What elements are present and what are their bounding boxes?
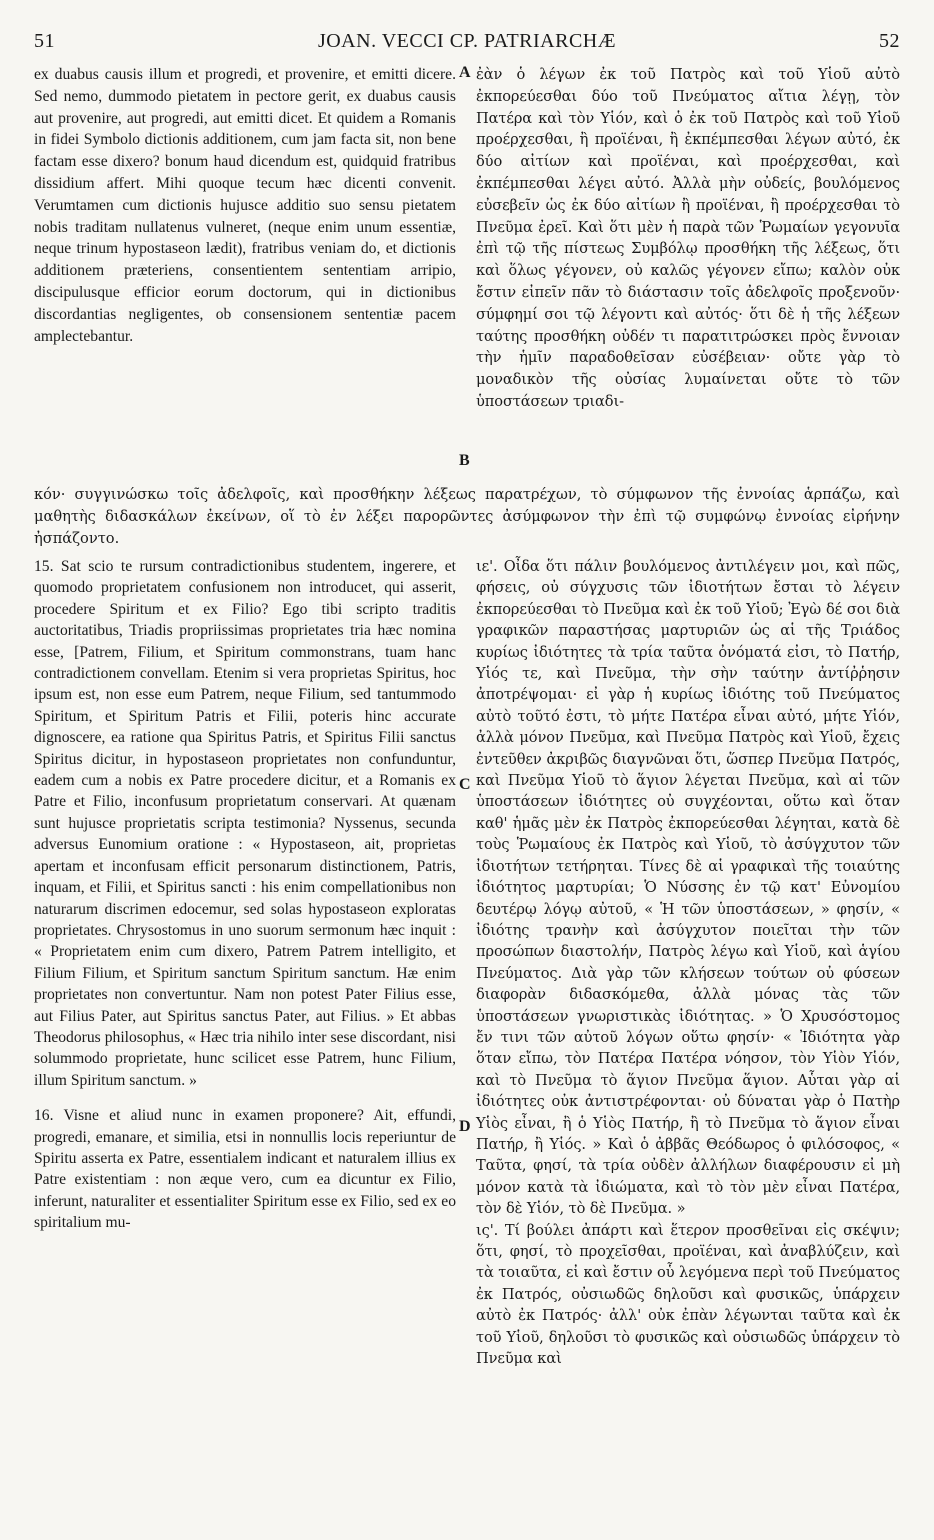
latin-column-bottom xyxy=(34,556,456,1234)
latin-paragraph-15: 15. Sat scio te rursum contradictionibus studentem, ingerere, et quomodo proprietatem confusionem non introducet, qui asserit, procedere Spiritum et ex Filio? Ego tibi scripto traditis auctoritatibus, Triadis propriissimas proprietates tria hæc nomina esse, [Patrem, Filium, et Spiritum commonstrans, tuam hanc contradictionem convellam. Etenim si vera proprietas Spiritus, hoc ipsum est, non esse eum Patrem, neque Filium, sed tantummodo Spiritum, et Spiritum Patris et Filii, poteris hinc accurate dignoscere, ea ratione qua Spiritus Patris, et Spiritus Filii sanctus Spiritus dicitur, in hypostaseon proprietates non confunduntur, eadem cum a nobis ex Patre procedere dicitur, et a Romanis ex Patre et Filio, inconfusum proprietatum conservari. At quænam sunt hujusce proprietatis scripta testimonia? Nyssenus, secunda adversus Eunomium oratione : « Hypostaseon, ait, proprietas apertam et inconfusam efficit personarum distinctionem, Patris, inquam, et Filii, et Spiritus sancti : his enim compellationibus non naturarum discrimen edocemur, sed solas hypostaseon exploratas proprietates. Chrysostomus in uno suorum sermonum hæc inquit : « Proprietatem enim cum dixero, Patrem Patrem intelligito, et Filium Filium, et Spiritum sanctum Spiritum sanctum. Hæ enim proprietates non convertuntur. Nam non potest Pater Filius esse, aut Filius Pater, aut Spiritus sanctus Pater, aut Filius. » Et abbas Theodorus philosophus, « Hæc tria nihilo inter sese discordant, nisi solummodo proprietate, hunc scilicet esse Patrem, hunc Filium, illum Spiritum sanctum. » xyxy=(34,558,456,1089)
latin-column-top xyxy=(34,64,456,347)
greek-column-bottom xyxy=(476,556,900,1369)
margin-marker-b: B xyxy=(459,452,470,469)
greek-paragraph-16: ις'. Τί βούλει ἀπάρτι καὶ ἕτερον προσθεῖναι εἰς σκέψιν; ὅτι, φησί, τὸ προχεῖσθαι, προϊέναι, καὶ ἀναβλύζειν, καὶ τὰ τοιαῦτα, εἰ καὶ ἔστιν οὗ λεγόμενα περὶ τοῦ Πνεύματος ἐκ Πατρός, οὐσιωδῶς δηλοῦσι καὶ φυσικῶς, ὑπάρχειν αὐτὸ ἐκ Πατρός· ἀλλ' οὐκ ἐπὰν λέγωνται ταῦτα καὶ ἐκ τοῦ Υἱοῦ, δηλοῦσι τὸ φυσικῶς καὶ οὐσιωδῶς ὑπάρχειν τὸ Πνεῦμα καὶ xyxy=(476,1221,900,1368)
greek-spanning-lines: κόν· συγγινώσκω τοῖς ἀδελφοῖς, καὶ προσθήκην λέξεως παρατρέχων, τὸ σύμφωνον τῆς ἐννοίας ἁρπάζω, καὶ μαθητὴς διδασκάλων ἐκείνων, οἵ τὸ ἐν λέξει παρορῶντες ἀσύμφωνον τὴν ἐπὶ τῷ συμφώνῳ ἐννοίας εἰρήνην ἠσπάζοντο. xyxy=(34,486,900,547)
page-header xyxy=(34,30,900,64)
latin-paragraph-16: 16. Visne et aliud nunc in examen proponere? Ait, effundi, progredi, emanare, et similia, etsi in nonnullis locis reperiuntur de Spiritu asserta ex Patre, essentialem indicant et naturalem illius ex Patre existentiam : non æque vero, cum ea dicuntur ex Filio, inferunt, naturaliter et essentialiter Spiritum esse ex Filio, sed ex eo spiritalium mu- xyxy=(34,1107,456,1232)
page-number-left: 51 xyxy=(34,30,55,52)
latin-paragraph-14-end: ex duabus causis illum et progredi, et provenire, et emitti dicere. Sed nemo, dummodo pietatem in pectore gerit, ex duabus causis aut provenire, aut progredi, aut emitti dicet. Et quidem a Romanis in fidei Symbolo dictionis additionem, cum jam facta sit, non bene factam esse dixero? bonum haud dicendum est, quidquid fratribus dissidium affert. Mihi quoque tecum hæc dicenti convenit. Verumtamen cum dictionis hujusce additio suo sensu pietatem nobis traditam nullatenus vulneret, (neque enim unum essentiæ, neque trinum hypostaseon lædit), fratribus veniam do, et dictionis additionem præteriens, consentientem sententiam arripio, discipulusque efficior eorum doctorum, qui in dictionibus discordantias negligentes, ob consensionem sententiæ pacem amplectebantur. xyxy=(34,66,456,345)
margin-marker-d: D xyxy=(459,1118,471,1135)
greek-paragraph-14-end: ἐὰν ὁ λέγων ἐκ τοῦ Πατρὸς καὶ τοῦ Υἱοῦ αὐτὸ ἐκπορεύεσθαι δύο τοῦ Πνεύματος αἴτια λέγῃ, τὸν Πατέρα καὶ τὸν Υἱόν, καὶ ὁ ἐκ τοῦ Πατρὸς καὶ τοῦ Υἱοῦ προέρχεσθαι, ἢ προϊέναι, ἢ ἐκπέμπεσθαι λέγων αὐτό, ἐκ δύο αἰτίων καὶ προϊέναι, καὶ προέρχεσθαι, καὶ ἐκπέμπεσθαι λέγει αὐτό. Ἀλλὰ μὴν οὐδείς, βουλόμενος εὐσεβεῖν ὡς ἐκ δύο αἰτίων ἢ προϊέναι, ἢ προέρχεσθαι τὸ Πνεῦμα ἐρεῖ. Καὶ ὅτι μὲν ἡ παρὰ τῶν Ῥωμαίων γεγονυῖα ἐπὶ τῷ τῆς πίστεως Συμβόλῳ προσθήκη τῆς λέξεως, ὅτι καὶ ὅλως γέγονεν, οὐ καλῶς γέγονεν εἴπω; καλὸν οὐκ ἔστιν εἰπεῖν πᾶν τὸ διάστασιν τοῖς ἀδελφοῖς προξενοῦν· σύμφημί σοι τῷ λέγοντι καὶ αὐτός· ὅτι δὲ ἡ τῆς λέξεων ταύτης προσθήκη οὐδέν τι παρατιτρώσκει πρὸς ἔννοιαν τὴν ἡμῖν παραδοθεῖσαν εὐσέβειαν· οὔτε γὰρ τὸ μοναδικὸν τῆς οὐσίας λυμαίνεται οὔτε τὸ τῶν ὑποστάσεων τριαδι- xyxy=(476,66,900,410)
margin-marker-a: A xyxy=(459,64,471,81)
page-number-right: 52 xyxy=(879,30,900,52)
margin-marker-c: C xyxy=(459,776,471,793)
running-title: JOAN. VECCI CP. PATRIARCHÆ xyxy=(317,30,617,52)
greek-column-top xyxy=(476,64,900,413)
greek-paragraph-15: ιε'. Οἶδα ὅτι πάλιν βουλόμενος ἀντιλέγειν μοι, καὶ πῶς, φήσεις, οὐ σύγχυσις τῶν ἰδιοτήτων ἔσται τὸ λέγειν ἐκπορεύεσθαι τὸ Πνεῦμα καὶ ἐκ τοῦ Υἱοῦ; Ἐγὼ δέ σοι διὰ γραφικῶν παραστήσας μαρτυριῶν ὡς αἱ τῆς Τριάδος κυρίως ἰδιότητες τὰ τρία ταῦτα ὀνόματά εἰσι, τὸ Πατήρ, Υἱός τε, καὶ Πνεῦμα, τὴν σὴν ταύτην ἀντίῤῥησιν ἀποτρέψομαι· εἰ γὰρ ἡ κυρίως ἰδιότης τοῦ Πνεύματος αὐτὸ τοῦτό ἐστι, τὸ μήτε Πατέρα εἶναι αὐτό, μήτε Υἱόν, ἀλλὰ μόνον Πνεῦμα, καὶ Πνεῦμα Πατρὸς καὶ Υἱοῦ, ἔχεις ἐντεῦθεν ἀκριβῶς διαγνῶναι ὅτι, ὥσπερ Πνεῦμα Πατρός, καὶ Πνεῦμα Υἱοῦ τὸ ἅγιον λέγεται Πνεῦμα, καὶ αἱ τῶν ὑποστάσεων ἰδιότητες οὐ συγχέονται, οὕτω καὶ ὅταν καθ' ἡμᾶς μὲν ἐκ Πατρὸς ἐκπορεύεσθαι λέγηται, κατὰ δὲ τοὺς Ῥωμαίους ἐκ Πατρὸς καὶ Υἱοῦ, τὸ ἀσύγχυτον τῶν ἰδιοτήτων τετήρηται. Τίνες δὲ αἱ γραφικαὶ τῆς τοιαύτης ἰδιότητος μαρτυρίαι; Ὁ Νύσσης ἐν τῷ κατ' Εὐνομίου δευτέρῳ λόγῳ αὐτοῦ, « Ἡ τῶν ὑποστάσεων, » φησίν, « ἰδιότης τρανὴν καὶ ἀσύγχυτον ποιεῖται τὴν τῶν προσώπων διαστολήν, Πατρὸς λέγω καὶ Υἱοῦ, καὶ ἁγίου Πνεύματος. Διὰ γὰρ τῶν κλήσεων τούτων οὐ φύσεων διαφορὰν διδασκόμεθα, ἀλλὰ μόνας τὰς τῶν ὑποστάσεων γνωριστικὰς ἰδιότητας. » Ὁ Χρυσόστομος ἔν τινι τῶν αὐτοῦ λόγων οὕτω φησίν· « Ἰδιότητα γὰρ ὅταν εἴπω, τὸν Πατέρα Πατέρα νόησον, τὸν Υἱὸν Υἱόν, καὶ τὸ Πνεῦμα τὸ ἅγιον Πνεῦμα ἅγιον. Αὗται γὰρ αἱ ἰδιότητες οὐκ ἀντιστρέφονται· οὐ δύναται γὰρ ὁ Πατὴρ Υἱὸς εἶναι, ἢ ὁ Υἱὸς Πατήρ, ἢ τὸ Πνεῦμα τὸ ἅγιον εἶναι Πατήρ, ἢ Υἱός. » Καὶ ὁ ἀββᾶς Θεόδωρος ὁ φιλόσοφος, « Ταῦτα, φησί, τὰ τρία οὐδὲν ἀλλήλων διαφέρουσιν εἰ μὴ μόνον κατὰ τὰ ἰδιώματα, καὶ τὸ τὸν μὲν εἶναι Πατέρα, τὸν δὲ Υἱόν, τὸ δὲ Πνεῦμα. » xyxy=(476,558,900,1218)
